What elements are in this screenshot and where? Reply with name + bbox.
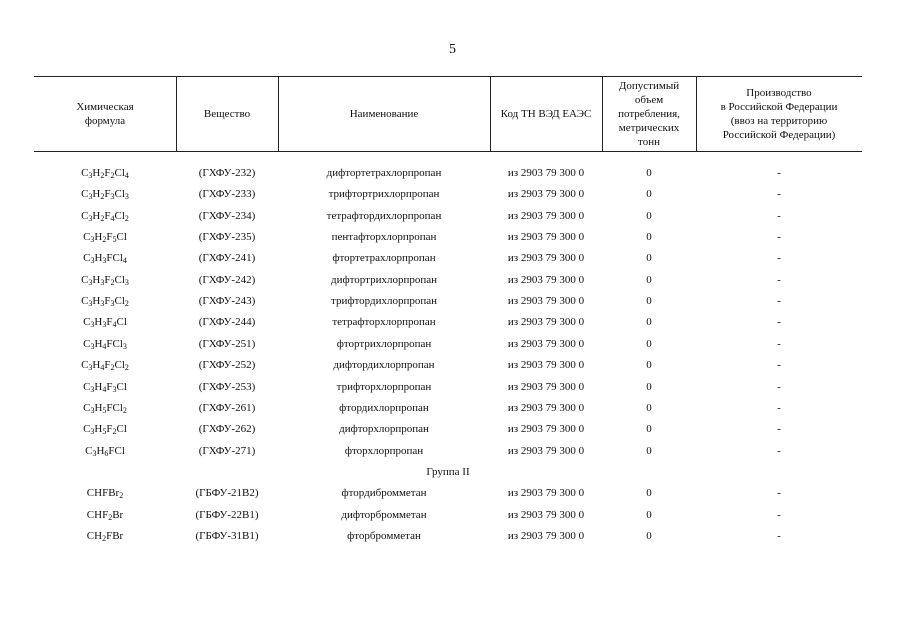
production-value: - (777, 509, 781, 521)
substance-code: (ГБФУ-31В1) (195, 530, 259, 542)
header-name: Наименование (349, 107, 419, 120)
chemical-formula: $C_3H_3F_2Cl_3$ (81, 274, 129, 287)
production-value: - (777, 252, 781, 264)
production-value: - (777, 316, 781, 328)
production-value: - (777, 295, 781, 307)
allowed-consumption: 0 (646, 381, 652, 393)
allowed-consumption: 0 (646, 487, 652, 499)
table-row (34, 248, 862, 269)
chemical-formula: $C_3H_5F_2Cl$ (83, 423, 127, 436)
group-heading: Группа II (426, 466, 470, 478)
customs-code: из 2903 79 300 0 (507, 402, 585, 414)
substance-code: (ГБФУ-22В1) (195, 509, 259, 521)
substance-code: (ГХФУ-251) (198, 338, 256, 350)
substance-name: дифторбромметан (341, 509, 427, 521)
allowed-consumption: 0 (646, 423, 652, 435)
customs-code: из 2903 79 300 0 (507, 231, 585, 243)
customs-code: из 2903 79 300 0 (507, 423, 585, 435)
substance-name: трифторхлорпропан (336, 381, 432, 393)
table-row (34, 355, 862, 376)
table-row (34, 526, 862, 547)
customs-code: из 2903 79 300 0 (507, 359, 585, 371)
substance-name: дифтордихлорпропан (333, 359, 435, 371)
customs-code: из 2903 79 300 0 (507, 445, 585, 457)
allowed-consumption: 0 (646, 402, 652, 414)
substance-code: (ГХФУ-253) (198, 381, 256, 393)
customs-code: из 2903 79 300 0 (507, 316, 585, 328)
allowed-consumption: 0 (646, 530, 652, 542)
customs-code: из 2903 79 300 0 (507, 487, 585, 499)
customs-code: из 2903 79 300 0 (507, 530, 585, 542)
allowed-consumption: 0 (646, 445, 652, 457)
substance-name: дифтортрихлорпропан (331, 274, 437, 286)
chemical-formula: $C_3H_2F_4Cl_2$ (81, 210, 129, 223)
allowed-consumption: 0 (646, 252, 652, 264)
production-value: - (777, 445, 781, 457)
table-row (34, 206, 862, 227)
customs-code: из 2903 79 300 0 (507, 188, 585, 200)
table-row (34, 184, 862, 205)
chemical-formula: $C_3H_2F_3Cl_3$ (81, 188, 129, 201)
table-row (34, 419, 862, 440)
chemical-formula: $C_3H_4F_2Cl_2$ (81, 359, 129, 372)
allowed-consumption: 0 (646, 316, 652, 328)
page-number: 5 (449, 42, 456, 57)
table-row (34, 441, 862, 462)
substance-name: трифтортрихлорпропан (328, 188, 440, 200)
production-value: - (777, 167, 781, 179)
substance-code: (ГХФУ-261) (198, 402, 256, 414)
table-row (34, 398, 862, 419)
allowed-consumption: 0 (646, 167, 652, 179)
chemical-formula: $CH_2FBr$ (86, 530, 124, 543)
production-value: - (777, 487, 781, 499)
substance-code: (ГХФУ-271) (198, 445, 256, 457)
table-row (34, 505, 862, 526)
header-substance: Вещество (203, 107, 251, 120)
substance-name: пентафторхлорпропан (331, 231, 437, 243)
table-row (34, 334, 862, 355)
production-value: - (777, 231, 781, 243)
allowed-consumption: 0 (646, 231, 652, 243)
chemical-formula: $C_3H_4F_3Cl$ (83, 381, 127, 394)
customs-code: из 2903 79 300 0 (507, 274, 585, 286)
allowed-consumption: 0 (646, 188, 652, 200)
chemical-formula: $C_3H_3F_3Cl_2$ (81, 295, 129, 308)
table-row (34, 312, 862, 333)
substance-name: трифтордихлорпропан (331, 295, 437, 307)
customs-code: из 2903 79 300 0 (507, 210, 585, 222)
customs-code: из 2903 79 300 0 (507, 167, 585, 179)
substance-name: дифтортетрахлорпропан (326, 167, 442, 179)
substance-code: (ГХФУ-235) (198, 231, 256, 243)
allowed-consumption: 0 (646, 338, 652, 350)
substance-name: тетрафторхлорпропан (332, 316, 436, 328)
table-row (34, 163, 862, 184)
header-customs-code: Код ТН ВЭД ЕАЭС (500, 107, 592, 120)
chemical-formula: $CHF_2Br$ (86, 509, 124, 522)
header-production: Производство в Российской Федерации (ввоз на территорию Российской Федерации) (720, 86, 838, 141)
production-value: - (777, 210, 781, 222)
production-value: - (777, 188, 781, 200)
substance-code: (ГХФУ-262) (198, 423, 256, 435)
customs-code: из 2903 79 300 0 (507, 509, 585, 521)
customs-code: из 2903 79 300 0 (507, 338, 585, 350)
chemical-formula: $C_3H_6FCl$ (85, 445, 125, 458)
allowed-consumption: 0 (646, 274, 652, 286)
production-value: - (777, 423, 781, 435)
substance-code: (ГХФУ-233) (198, 188, 256, 200)
chemical-formula: $C_3H_4FCl_3$ (83, 338, 127, 351)
substance-code: (ГХФУ-243) (198, 295, 256, 307)
substance-name: фторбромметан (347, 530, 421, 542)
customs-code: из 2903 79 300 0 (507, 381, 585, 393)
chemical-formula: $C_3H_2F_5Cl$ (83, 231, 127, 244)
substance-name: фтортрихлорпропан (336, 338, 432, 350)
customs-code: из 2903 79 300 0 (507, 252, 585, 264)
production-value: - (777, 359, 781, 371)
header-chemical-formula: Химическая формула (76, 100, 134, 127)
table-row (34, 270, 862, 291)
table-header-rule (34, 151, 862, 152)
table-row (34, 377, 862, 398)
chemical-formula: $C_3H_5FCl_2$ (83, 402, 127, 415)
table-row (34, 291, 862, 312)
chemical-formula: $C_3H_3F_4Cl$ (83, 316, 127, 329)
chemical-formula: $C_3H_3FCl_4$ (83, 252, 127, 265)
substance-name: фтортетрахлорпропан (332, 252, 436, 264)
table-row (34, 227, 862, 248)
substance-name: дифторхлорпропан (339, 423, 429, 435)
substance-name: фторхлорпропан (344, 445, 424, 457)
substance-code: (ГХФУ-252) (198, 359, 256, 371)
production-value: - (777, 381, 781, 393)
allowed-consumption: 0 (646, 509, 652, 521)
production-value: - (777, 402, 781, 414)
substance-name: фтордибромметан (341, 487, 427, 499)
allowed-consumption: 0 (646, 295, 652, 307)
table-row (34, 483, 862, 504)
substance-name: тетрафтордихлорпропан (326, 210, 442, 222)
customs-code: из 2903 79 300 0 (507, 295, 585, 307)
substance-name: фтордихлорпропан (339, 402, 429, 414)
allowed-consumption: 0 (646, 210, 652, 222)
production-value: - (777, 338, 781, 350)
chemical-formula: CHFBr$_2$ (86, 487, 124, 500)
production-value: - (777, 274, 781, 286)
substance-code: (ГХФУ-232) (198, 167, 256, 179)
substance-code: (ГБФУ-21В2) (195, 487, 259, 499)
chemical-formula: $C_3H_2F_2Cl_4$ (81, 167, 129, 180)
allowed-consumption: 0 (646, 359, 652, 371)
substance-code: (ГХФУ-234) (198, 210, 256, 222)
substance-code: (ГХФУ-242) (198, 274, 256, 286)
header-allowed-consumption: Допустимый объем потребления, метрических тонн (618, 79, 680, 148)
production-value: - (777, 530, 781, 542)
substance-code: (ГХФУ-244) (198, 316, 256, 328)
substance-code: (ГХФУ-241) (198, 252, 256, 264)
